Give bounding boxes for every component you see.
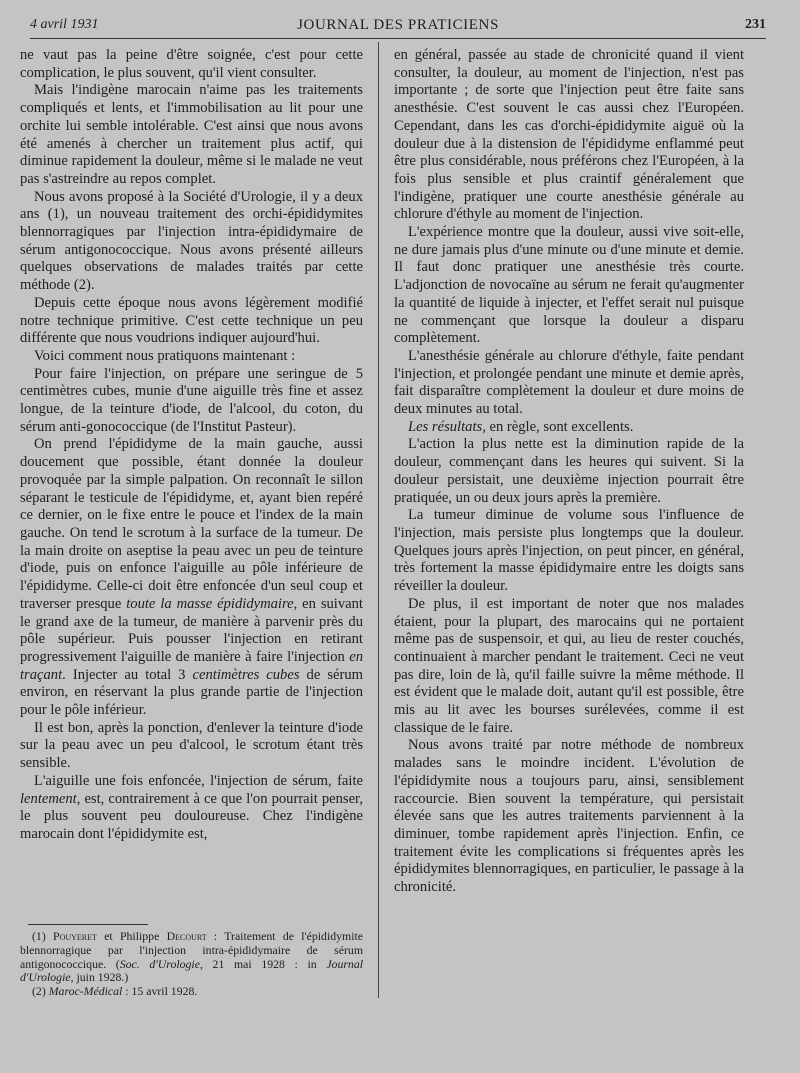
paragraph: L'anesthésie générale au chlorure d'éthyle, faite pendant l'injection, et prolongée pendant une minute et demie après, fait disparaître complètement la douleur et dure moins de deux minutes au total.	[394, 347, 744, 418]
footnote-number: (2)	[32, 984, 49, 999]
emphasis: centimètres cubes	[192, 666, 300, 683]
journal-name: Journal d'Urologie	[20, 956, 364, 985]
emphasis: toute la masse épididymaire	[126, 595, 294, 612]
paragraph: Pour faire l'injection, on prépare une seringue de 5 centimètres cubes, munie d'une aiguille très fine et assez longue, de la teinture d'iode, de l'alcool, du coton, du sérum anti-gonococcique (de l'Institut Pasteur).	[20, 365, 363, 435]
paragraph	[394, 419, 744, 437]
text-run: de sérum environ, en réservant la plus grande partie de l'injection pour le pôle inférieur.	[20, 666, 363, 719]
paragraph: L'action la plus nette est la diminution rapide de la douleur, commençant dans les heures qui suivent. Si la douleur persistait, une deuxième injection pourrait être pratiquée, un ou deux jours après la première.	[394, 436, 744, 506]
paragraph: Depuis cette époque nous avons légèrement modifié notre technique primitive. C'est cette technique un peu différente que nous voudrions indiquer aujourd'hui.	[20, 294, 363, 347]
text-run: , 21 mai 1928 : in	[199, 956, 327, 971]
text-run: , en suivant le grand axe de la tumeur, de manière à parvenir près du pôle supérieur. Puis pousser l'injection en retirant progressivement l'aiguille de manière à faire l'injection	[20, 595, 363, 665]
paragraph: ne vaut pas la peine d'être soignée, c'est pour cette complication, le plus souvent, qu'il vient consulter.	[20, 47, 363, 81]
paragraph	[20, 773, 363, 844]
footnote-2	[20, 985, 363, 999]
text-run: L'aiguille une fois enfoncée, l'injection de sérum, faite	[34, 772, 363, 789]
left-column	[20, 47, 363, 844]
journal-title: JOURNAL DES PRATICIENS	[297, 17, 499, 33]
paragraph: Nous avons proposé à la Société d'Urologie, il y a deux ans (1), un nouveau traitement des orchi-épididymites blennorragiques par l'injection intra-épididymaire de sérum antigonococcique. Nous avons présenté ailleurs quelques observations de malades traités par cette méthode (2).	[20, 188, 363, 294]
paragraph: La tumeur diminue de volume sous l'influence de l'injection, mais persiste plus longtemps que la douleur. Quelques jours après l'injection, on peut pincer, en général, très fortement la masse épididymaire entre les doigts sans réveiller la douleur.	[394, 507, 744, 595]
author-name: Decourt	[166, 929, 207, 943]
emphasis: en traçant	[20, 648, 363, 683]
text-run: , en règle, sont excellents.	[482, 418, 634, 435]
text-run: , est, contrairement à ce que l'on pourrait penser, le plus souvent peu douloureuse. Chez l'indigène marocain dont l'épididymite est,	[20, 790, 363, 842]
text-run: , juin 1928.)	[70, 970, 129, 985]
emphasis: lentement	[20, 790, 77, 807]
text-run: : 15 avril 1928.	[122, 984, 198, 999]
text-run: On prend l'épididyme de la main gauche, aussi doucement que possible, étant donnée la douleur provoquée par la simple palpation. On reconnaît le sillon séparant le testicule de l'épididyme, et, ayant bien repéré ce dernier, on le fixe entre le pouce et l'index de la main gauche. On tend le scrotum à la surface de la tumeur. De la main droite on aseptise la peau avec un peu de teinture d'iode, puis on enfonce l'aiguille au pôle inférieure de l'épididyme. Celle-ci doit être enfoncée d'un seul coup et traverser presque	[20, 436, 363, 612]
journal-name: Maroc-Médical	[48, 984, 123, 999]
paragraph: Il est bon, après la ponction, d'enlever la teinture d'iode sur la peau avec un peu d'alcool, le scrotum étant très sensible.	[20, 719, 363, 772]
column-divider	[378, 42, 379, 998]
page-number: 231	[745, 17, 766, 32]
paragraph: Mais l'indigène marocain n'aime pas les traitements compliqués et lents, et l'immobilisation au lit pour une orchite lui semble intolérable. C'est ainsi que nous avons été amenés à chercher un traitement plus actif, qui diminue rapidement la douleur, même si le malade ne veut pas s'astreindre au repos complet.	[20, 82, 363, 187]
emphasis: Les résultats	[408, 418, 483, 435]
footnotes	[20, 930, 363, 999]
paragraph: De plus, il est important de noter que nos malades étaient, pour la plupart, des marocains qui ne portaient même pas de suspensoir, et qui, au lieu de rester couchés, continuaient à marcher pendant le traitement. Ceci ne veut pas dire, loin de là, qu'il faille suivre la même méthode. Il est évident que le malade doit, autant qu'il est possible, être mis au lit avec les bourses surélevées, comme il est classique de le faire.	[394, 595, 744, 736]
text-run: . Injecter au total 3	[62, 666, 193, 683]
text-run: et Philippe	[96, 929, 167, 943]
paragraph: en général, passée au stade de chronicité quand il vient consulter, la douleur, au moment de l'injection, n'est pas importante ; de sorte que l'injection peut être faite sans anesthésie. C'est souvent le cas aussi chez l'Européen. Cependant, dans les cas d'orchi-épididymite aiguë où la douleur due à la distension de l'épididyme enflammé peut être plus considérable, nous préférons chez l'Européen, à la fois plus sensible et plus craintif généralement que l'indigène, pratiquer une courte anesthésie générale au chlorure d'éthyle au moment de l'injection.	[394, 47, 744, 223]
paragraph: Nous avons traité par notre méthode de nombreux malades sans le moindre incident. L'évolution de l'épididymite nous a toujours paru, ainsi, sensiblement raccourcie. Bien souvent la température, qui persistait élevée sans que les autres traitements parviennent à la diminuer, tombe rapidement après l'injection. Enfin, ce traitement évite les complications si fréquentes après les épididymites blennorragiques, en particulier, le passage à la chronicité.	[394, 737, 744, 896]
paragraph: L'expérience montre que la douleur, aussi vive soit-elle, ne dure jamais plus d'une minute ou d'une minute et demie. Il faut donc pratiquer une anesthésie très courte. L'adjonction de novocaïne au sérum ne ferait qu'augmenter la quantité de liquide à injecter, et l'effet serait nul puisque ne commençant que lorsque la douleur a disparu complètement.	[394, 224, 744, 347]
author-name: Pouyeret	[53, 929, 97, 943]
text-run: : Traitement de l'épididymite blennorragique par l'injection intra-épididymaire de sérum antigonococcique. (	[20, 929, 363, 971]
issue-date: 4 avril 1931	[30, 17, 99, 32]
footnote-rule	[28, 924, 148, 925]
paragraph: Voici comment nous pratiquons maintenant :	[34, 347, 296, 364]
source-name: Soc. d'Urologie	[119, 956, 200, 971]
paragraph	[20, 436, 363, 719]
footnote-1	[20, 930, 363, 985]
page-header	[30, 14, 766, 39]
right-column	[394, 47, 744, 897]
footnote-number: (1)	[32, 929, 54, 943]
